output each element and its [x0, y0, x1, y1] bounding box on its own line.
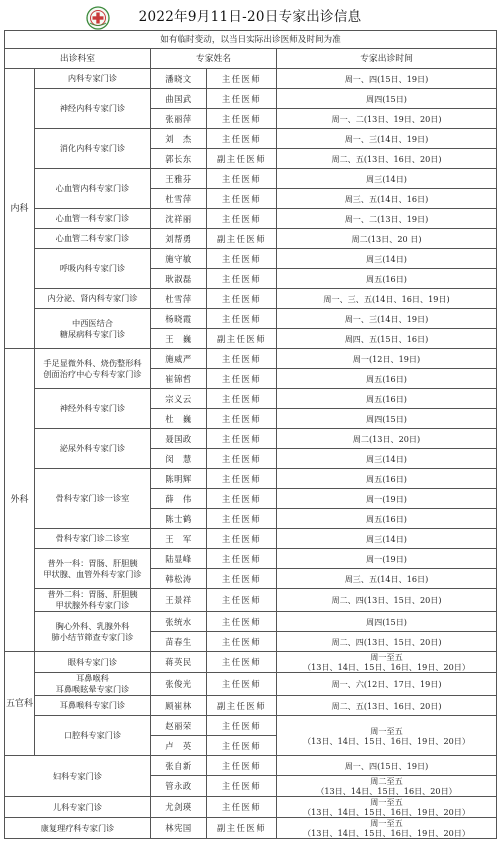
doctor-name: 崔锦哲 — [151, 369, 207, 389]
doctor-name: 陈明辉 — [151, 469, 207, 489]
clinic-name: 内分泌、肾内科专家门诊 — [35, 289, 151, 309]
clinic-name-line: 胸心外科、乳腺外科 — [55, 620, 130, 631]
doctor-title: 主任医师 — [207, 776, 277, 797]
doctor-title: 主任医师 — [207, 369, 277, 389]
doctor-name: 张丽萍 — [151, 109, 207, 129]
clinic-name — [35, 549, 151, 589]
doctor-name: 王景祥 — [151, 589, 207, 612]
doctor-title: 主任医师 — [207, 589, 277, 612]
schedule-time: 周三(14日) — [277, 529, 497, 549]
clinic-name-line: 普外一科：胃肠、肝胆胰 — [47, 557, 138, 568]
table-row — [5, 756, 497, 776]
clinic-name — [35, 349, 151, 389]
clinic-name-line: 甲状腺外科专家门诊 — [55, 600, 130, 610]
table-row — [5, 589, 497, 612]
schedule-time-line: （13日、14日、15日、16日、19日、20日） — [302, 828, 470, 838]
page-title: 2022年9月11日-20日专家出诊信息 — [138, 9, 362, 25]
doctor-name: 潘晓文 — [151, 69, 207, 89]
doctor-name: 顾崔林 — [151, 696, 207, 716]
clinic-name-line: 耳鼻喉科 — [76, 673, 109, 683]
table-row — [5, 673, 497, 696]
schedule-time: 周三、五(14日、16日) — [277, 189, 497, 209]
doctor-name: 张自新 — [151, 756, 207, 776]
table-row — [5, 612, 497, 632]
schedule-time: 周一(12日、19日) — [277, 349, 497, 369]
doctor-name: 蒋英民 — [151, 652, 207, 673]
schedule-time-line: 周一至五 — [370, 725, 403, 736]
clinic-name: 神经内科专家门诊 — [35, 89, 151, 129]
doctor-name: 刘帮勇 — [151, 229, 207, 249]
doctor-title: 主任医师 — [207, 309, 277, 329]
clinic-name-line: 耳鼻喉眩晕专家门诊 — [55, 684, 130, 694]
schedule-time: 周二、五(13日、16日、20日) — [277, 696, 497, 716]
schedule-time: 周二(13日、20 日) — [277, 229, 497, 249]
doctor-title: 主任医师 — [207, 529, 277, 549]
doctor-name: 林宪国 — [151, 818, 207, 839]
table-row — [5, 129, 497, 149]
clinic-name — [35, 612, 151, 652]
clinic-name: 骨科专家门诊一诊室 — [35, 469, 151, 529]
schedule-time-line: （13日、14日、15日、16日、19日、20日） — [302, 807, 470, 817]
table-row — [5, 169, 497, 189]
doctor-name: 宗义云 — [151, 389, 207, 409]
schedule-time: 周一、四(15日、19日) — [277, 69, 497, 89]
doctor-name: 张俊光 — [151, 673, 207, 696]
doctor-name: 施守敏 — [151, 249, 207, 269]
clinic-name-line: 创面治疗中心专科专家门诊 — [43, 368, 142, 379]
table-row — [5, 349, 497, 369]
clinic-name-line: 手足显微外科、烧伤整形科 — [43, 357, 142, 368]
doctor-title: 主任医师 — [207, 756, 277, 776]
doctor-title: 主任医师 — [207, 409, 277, 429]
doctor-title: 主任医师 — [207, 289, 277, 309]
doctor-title: 主任医师 — [207, 612, 277, 632]
clinic-name-line: 中西医结合 — [72, 317, 113, 328]
doctor-name: 王 巍 — [151, 329, 207, 349]
doctor-name: 闵 慧 — [151, 449, 207, 469]
doctor-title: 主任医师 — [207, 209, 277, 229]
schedule-time-line: 周一至五 — [370, 797, 403, 807]
doctor-title: 主任医师 — [207, 109, 277, 129]
schedule-time: 周四、五(15日、16日) — [277, 329, 497, 349]
schedule-time — [277, 776, 497, 797]
doctor-name: 杜雪萍 — [151, 289, 207, 309]
schedule-time: 周一、三、五(14日、16日、19日) — [277, 289, 497, 309]
doctor-name: 刘 杰 — [151, 129, 207, 149]
table-row — [5, 389, 497, 409]
doctor-title: 主任医师 — [207, 489, 277, 509]
doctor-name: 韩松涛 — [151, 569, 207, 589]
doctor-name: 薛 伟 — [151, 489, 207, 509]
schedule-time: 周一、六(12日、17日、19日) — [277, 673, 497, 696]
schedule-time: 周五(16日) — [277, 269, 497, 289]
doctor-name: 杜雪萍 — [151, 189, 207, 209]
clinic-name: 心血管二科专家门诊 — [35, 229, 151, 249]
doctor-name: 曲国武 — [151, 89, 207, 109]
header-department: 出诊科室 — [5, 49, 151, 69]
doctor-name: 杜 巍 — [151, 409, 207, 429]
clinic-name-line: 甲状腺、血管外科专家门诊 — [43, 568, 142, 579]
clinic-name: 眼科专家门诊 — [35, 652, 151, 673]
table-row — [5, 249, 497, 269]
doctor-name: 杨晓霞 — [151, 309, 207, 329]
schedule-time: 周三(14日) — [277, 169, 497, 189]
clinic-name: 消化内科专家门诊 — [35, 129, 151, 169]
schedule-time: 周二、四(13日、15日、20日) — [277, 589, 497, 612]
table-row — [5, 716, 497, 736]
doctor-name: 王 军 — [151, 529, 207, 549]
doctor-name: 沈祥丽 — [151, 209, 207, 229]
schedule-time: 周四(15日) — [277, 89, 497, 109]
doctor-title: 主任医师 — [207, 652, 277, 673]
doctor-title: 副主任医师 — [207, 329, 277, 349]
table-row — [5, 229, 497, 249]
schedule-time: 周三(14日) — [277, 249, 497, 269]
clinic-name-line: 糖尿病科专家门诊 — [59, 328, 126, 339]
doctor-title: 主任医师 — [207, 469, 277, 489]
notice-row — [5, 31, 497, 49]
schedule-time: 周二、四(13日、15日、20日) — [277, 632, 497, 652]
header-row — [5, 49, 497, 69]
doctor-title: 主任医师 — [207, 169, 277, 189]
clinic-name-line: 普外二科：胃肠、肝胆胰 — [47, 589, 138, 599]
division-surgery: 外科 — [5, 349, 35, 652]
doctor-name: 尤剑瑛 — [151, 797, 207, 818]
doctor-name: 苗春生 — [151, 632, 207, 652]
table-row — [5, 818, 497, 839]
clinic-name: 骨科专家门诊二诊室 — [35, 529, 151, 549]
schedule-time: 周一、三(14日、19日) — [277, 309, 497, 329]
table-row — [5, 696, 497, 716]
schedule-time: 周五(16日) — [277, 389, 497, 409]
doctor-title: 主任医师 — [207, 673, 277, 696]
doctor-title: 主任医师 — [207, 269, 277, 289]
clinic-name: 口腔科专家门诊 — [35, 716, 151, 756]
doctor-title: 主任医师 — [207, 569, 277, 589]
header-time: 专家出诊时间 — [277, 49, 497, 69]
doctor-title: 主任医师 — [207, 349, 277, 369]
doctor-name: 耿淑磊 — [151, 269, 207, 289]
doctor-name: 赵丽荣 — [151, 716, 207, 736]
doctor-title: 主任医师 — [207, 736, 277, 756]
doctor-name: 陆显峰 — [151, 549, 207, 569]
schedule-time: 周二、五(13日、16日、20日) — [277, 149, 497, 169]
schedule-time: 周三(14日) — [277, 449, 497, 469]
clinic-name: 耳鼻喉科专家门诊 — [35, 696, 151, 716]
clinic-name: 泌尿外科专家门诊 — [35, 429, 151, 469]
doctor-title: 主任医师 — [207, 632, 277, 652]
schedule-time: 周一(19日) — [277, 549, 497, 569]
clinic-name: 神经外科专家门诊 — [35, 389, 151, 429]
doctor-name: 管永政 — [151, 776, 207, 797]
doctor-title: 主任医师 — [207, 429, 277, 449]
schedule-time: 周二(13日、20日) — [277, 429, 497, 449]
schedule-time-line: （13日、14日、15日、16日、19日、20日） — [302, 662, 470, 672]
doctor-title: 主任医师 — [207, 69, 277, 89]
table-row — [5, 69, 497, 89]
clinic-name: 呼吸内科专家门诊 — [35, 249, 151, 289]
schedule-time — [277, 797, 497, 818]
clinic-name: 心血管一科专家门诊 — [35, 209, 151, 229]
clinic-name: 儿科专家门诊 — [5, 797, 151, 818]
doctor-title: 主任医师 — [207, 129, 277, 149]
page-header — [0, 0, 500, 32]
schedule-time-line: 周一至五 — [370, 652, 403, 662]
clinic-name: 妇科专家门诊 — [5, 756, 151, 797]
schedule-time: 周一、二(13日、19日) — [277, 209, 497, 229]
schedule-time: 周五(16日) — [277, 509, 497, 529]
doctor-name: 聂国政 — [151, 429, 207, 449]
doctor-title: 副主任医师 — [207, 818, 277, 839]
schedule-time: 周五(16日) — [277, 469, 497, 489]
doctor-name: 张统水 — [151, 612, 207, 632]
table-row — [5, 529, 497, 549]
clinic-name: 康复理疗科专家门诊 — [5, 818, 151, 839]
doctor-title: 副主任医师 — [207, 229, 277, 249]
clinic-name — [35, 589, 151, 612]
doctor-title: 主任医师 — [207, 509, 277, 529]
doctor-name: 卢 英 — [151, 736, 207, 756]
schedule-time: 周一、四(15日、19日) — [277, 756, 497, 776]
expert-schedule-table — [4, 30, 497, 839]
schedule-time — [277, 652, 497, 673]
table-row — [5, 469, 497, 489]
doctor-title: 副主任医师 — [207, 149, 277, 169]
header-expert: 专家姓名 — [151, 49, 277, 69]
doctor-title: 主任医师 — [207, 389, 277, 409]
schedule-time: 周四(15日) — [277, 409, 497, 429]
schedule-time-line: 周一至五 — [370, 818, 403, 828]
schedule-time: 周四(15日) — [277, 612, 497, 632]
schedule-time: 周五(16日) — [277, 369, 497, 389]
schedule-time: 周一、二(13日、19日、20日) — [277, 109, 497, 129]
schedule-time-line: （13日、14日、15日、16日、19日、20日） — [302, 735, 470, 746]
clinic-name — [35, 309, 151, 349]
table-row — [5, 797, 497, 818]
clinic-name — [35, 673, 151, 696]
doctor-name: 陈士鹤 — [151, 509, 207, 529]
table-row — [5, 549, 497, 569]
clinic-name: 内科专家门诊 — [35, 69, 151, 89]
doctor-title: 主任医师 — [207, 797, 277, 818]
doctor-name: 王雅芬 — [151, 169, 207, 189]
division-ent: 五官科 — [5, 652, 35, 756]
schedule-time-line: （13日、14日、15日、16日、20日） — [316, 786, 457, 796]
doctor-title: 主任医师 — [207, 716, 277, 736]
clinic-name-line: 肺小结节筛查专家门诊 — [51, 631, 134, 642]
table-row — [5, 309, 497, 329]
clinic-name: 心血管内科专家门诊 — [35, 169, 151, 209]
schedule-time-line: 周二至五 — [370, 776, 403, 786]
doctor-name: 郭长东 — [151, 149, 207, 169]
doctor-title: 主任医师 — [207, 549, 277, 569]
schedule-time: 周一(19日) — [277, 489, 497, 509]
doctor-title: 主任医师 — [207, 449, 277, 469]
table-row — [5, 652, 497, 673]
table-row — [5, 429, 497, 449]
division-internal: 内科 — [5, 69, 35, 349]
schedule-time — [277, 716, 497, 756]
doctor-title: 副主任医师 — [207, 696, 277, 716]
doctor-title: 主任医师 — [207, 89, 277, 109]
doctor-name: 施威严 — [151, 349, 207, 369]
doctor-title: 主任医师 — [207, 189, 277, 209]
table-row — [5, 89, 497, 109]
notice-text: 如有临时变动，以当日实际出诊医师及时间为准 — [5, 31, 497, 49]
schedule-time: 周一、三(14日、19日) — [277, 129, 497, 149]
schedule-time: 周三、五(14日、16日) — [277, 569, 497, 589]
table-row — [5, 209, 497, 229]
doctor-title: 主任医师 — [207, 249, 277, 269]
table-row — [5, 289, 497, 309]
schedule-time — [277, 818, 497, 839]
